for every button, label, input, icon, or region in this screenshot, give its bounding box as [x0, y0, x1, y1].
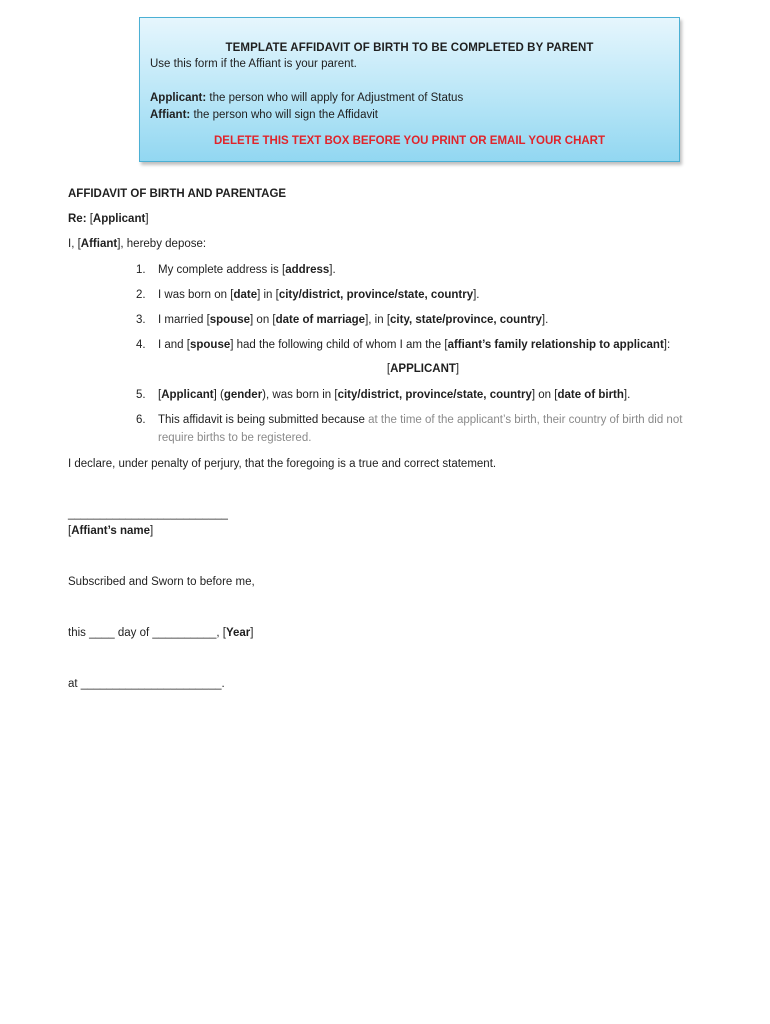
item-field: spouse	[209, 314, 251, 326]
signer-name-line	[68, 523, 688, 540]
applicant-definition-text: the person who will apply for Adjustment of Status	[206, 92, 464, 104]
affiant-definition-text: the person who will sign the Affidavit	[190, 109, 378, 121]
notice-intro: Use this form if the Affiant is your parent.	[150, 58, 357, 70]
item-text: ]:	[663, 339, 671, 351]
item-field: affiant’s family relationship to applicant	[447, 339, 664, 351]
depose-affiant: Affiant	[80, 238, 118, 250]
item-text: ] in [	[257, 289, 279, 301]
item-number: 3.	[136, 314, 146, 326]
re-applicant: Applicant	[92, 213, 146, 225]
date-line	[68, 625, 688, 642]
item-text: ), was born in [	[262, 389, 338, 401]
item-text: ] had the following child of whom I am the [	[230, 339, 448, 351]
item-text: ] (	[213, 389, 224, 401]
depose-post: ], hereby depose:	[117, 238, 207, 250]
list-item	[68, 261, 688, 279]
signer-bracket-close: ]	[150, 525, 154, 537]
item-field: city/district, province/state, country	[337, 389, 532, 401]
item-text: [	[158, 389, 162, 401]
notice-title: TEMPLATE AFFIDAVIT OF BIRTH TO BE COMPLETED BY PARENT	[225, 42, 594, 54]
affiant-definition	[150, 107, 669, 124]
child-bracket-open: [	[386, 363, 391, 375]
item-placeholder-text: at the time of the applicant’s birth, their country of birth did not require births to be registered.	[158, 414, 683, 444]
child-bracket-close: ]	[455, 363, 460, 375]
item-text: My complete address is [	[158, 264, 286, 276]
item-number: 4.	[136, 339, 146, 351]
affiant-definition-label: Affiant:	[150, 109, 191, 121]
list-item	[68, 286, 688, 304]
item-text: ].	[541, 314, 549, 326]
item-text: ] on [	[250, 314, 276, 326]
item-field: spouse	[189, 339, 231, 351]
item-text: I married [	[158, 314, 210, 326]
signature-line: _________________________	[68, 508, 228, 520]
list-item	[68, 311, 688, 329]
item-field: city/district, province/state, country	[278, 289, 474, 301]
applicant-definition-label: Applicant:	[150, 92, 207, 104]
item-text: ].	[623, 389, 631, 401]
delete-warning: DELETE THIS TEXT BOX BEFORE YOU PRINT OR EMAIL YOUR CHART	[213, 135, 606, 147]
instruction-text-box	[139, 17, 680, 162]
document-heading: AFFIDAVIT OF BIRTH AND PARENTAGE	[68, 188, 287, 200]
item-text: I and [	[158, 339, 190, 351]
list-item	[68, 386, 688, 404]
list-item	[68, 411, 688, 447]
item-text: I was born on [	[158, 289, 234, 301]
item-text: ] on [	[531, 389, 558, 401]
date-line-close: ]	[250, 627, 254, 639]
signer-name: Affiant’s name	[71, 525, 151, 537]
item-field: date of marriage	[275, 314, 366, 326]
item-field: city, state/province, country	[390, 314, 542, 326]
item-text: ].	[329, 264, 336, 276]
applicant-definition	[150, 90, 669, 107]
item-field: address	[285, 264, 330, 276]
item-number: 2.	[136, 289, 146, 301]
item-text: ].	[473, 289, 480, 301]
item-field: Applicant	[161, 389, 214, 401]
item-field: date of birth	[557, 389, 624, 401]
child-name-line	[68, 361, 688, 378]
child-name: APPLICANT	[390, 363, 456, 375]
date-line-text: this ____ day of __________, [	[68, 627, 226, 639]
re-label: Re:	[68, 213, 87, 225]
re-line	[68, 211, 688, 228]
depose-line	[68, 236, 688, 253]
item-field: gender	[223, 389, 263, 401]
list-item	[68, 336, 688, 354]
signer-bracket-open: [	[68, 525, 72, 537]
item-number: 6.	[136, 414, 146, 426]
depose-pre: I, [	[68, 238, 81, 250]
item-field: date	[233, 289, 258, 301]
item-number: 5.	[136, 389, 146, 401]
affidavit-body	[68, 186, 688, 701]
year-field: Year	[225, 627, 251, 639]
location-line: at ______________________.	[68, 678, 225, 690]
sworn-line: Subscribed and Sworn to before me,	[68, 576, 255, 588]
declaration: I declare, under penalty of perjury, that the foregoing is a true and correct statement.	[68, 458, 497, 470]
item-text: ], in [	[365, 314, 391, 326]
item-number: 1.	[136, 264, 146, 276]
re-bracket-close: ]	[145, 213, 149, 225]
re-bracket-open: [	[86, 213, 93, 225]
item-text: This affidavit is being submitted because	[158, 414, 369, 426]
